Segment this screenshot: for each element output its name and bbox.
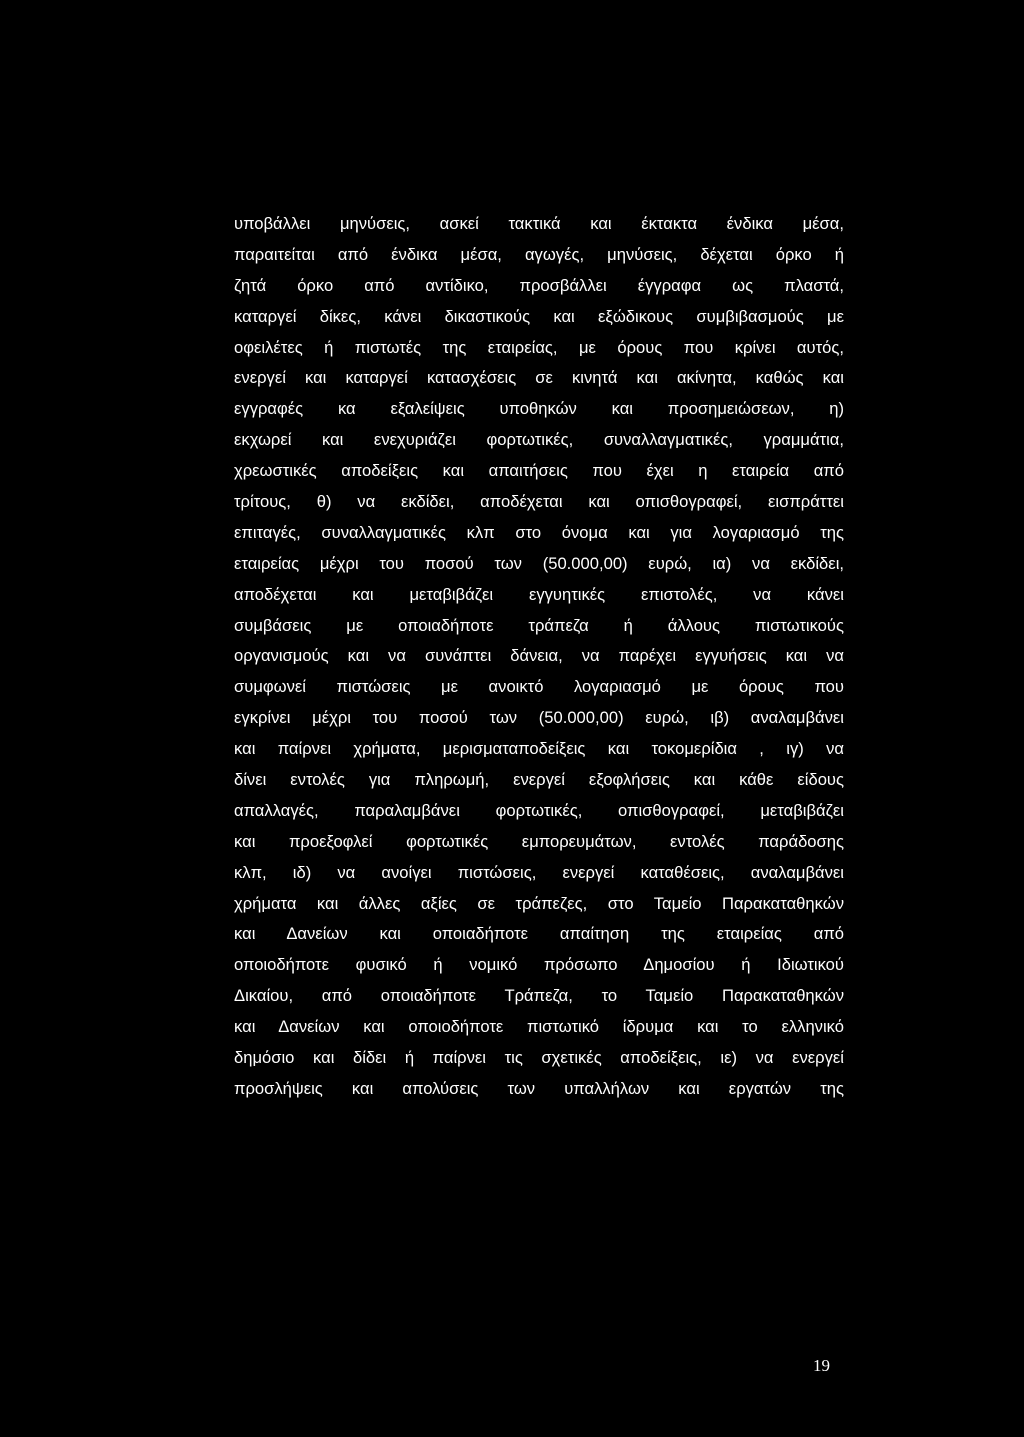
text-line: και Δανείων και οποιοδήποτε πιστωτικό ίδρυμα και το ελληνικό (234, 1017, 844, 1037)
text-line: και παίρνει χρήματα, μερισματαποδείξεις και τοκομερίδια , ιγ) να (234, 739, 844, 759)
text-line: οργανισμούς και να συνάπτει δάνεια, να παρέχει εγγυήσεις και να (234, 646, 844, 666)
text-line: εγκρίνει μέχρι του ποσού των (50.000,00) ευρώ, ιβ) αναλαμβάνει (234, 708, 844, 728)
text-line: δημόσιο και δίδει ή παίρνει τις σχετικές αποδείξεις, ιε) να ενεργεί (234, 1048, 844, 1068)
text-line: επιταγές, συναλλαγματικές κλπ στο όνομα και για λογαριασμό της (234, 522, 844, 542)
text-line: απαλλαγές, παραλαμβάνει φορτωτικές, οπισθογραφεί, μεταβιβάζει (234, 800, 844, 820)
text-line: και Δανείων και οποιαδήποτε απαίτηση της εταιρείας από (234, 924, 844, 944)
text-line: οφειλέτες ή πιστωτές της εταιρείας, με όρους που κρίνει αυτός, (234, 337, 844, 357)
text-line: προσλήψεις και απολύσεις των υπαλλήλων και εργατών της (234, 1078, 844, 1098)
text-line: και προεξοφλεί φορτωτικές εμπορευμάτων, εντολές παράδοσης (234, 831, 844, 851)
text-line: συμφωνεί πιστώσεις με ανοικτό λογαριασμό με όρους που (234, 677, 844, 697)
text-line: υποβάλλει μηνύσεις, ασκεί τακτικά και έκτακτα ένδικα μέσα, (234, 214, 844, 233)
body-text (234, 209, 844, 1105)
text-line: τρίτους, θ) να εκδίδει, αποδέχεται και οπισθογραφεί, εισπράττει (234, 492, 844, 512)
text-line: εκχωρεί και ενεχυριάζει φορτωτικές, συναλλαγματικές, γραμμάτια, (234, 430, 844, 450)
text-line: καταργεί δίκες, κάνει δικαστικούς και εξώδικους συμβιβασμούς με (234, 306, 844, 326)
text-line: εταιρείας μέχρι του ποσού των (50.000,00) ευρώ, ια) να εκδίδει, (234, 553, 844, 573)
text-line: κλπ, ιδ) να ανοίγει πιστώσεις, ενεργεί καταθέσεις, αναλαμβάνει (234, 862, 844, 882)
text-line: χρεωστικές αποδείξεις και απαιτήσεις που έχει η εταιρεία από (234, 461, 844, 481)
text-line: ζητά όρκο από αντίδικο, προσβάλλει έγγραφα ως πλαστά, (234, 275, 844, 295)
text-line: ενεργεί και καταργεί κατασχέσεις σε κινητά και ακίνητα, καθώς και (234, 368, 844, 388)
text-line: εγγραφές κα εξαλείψεις υποθηκών και προσημειώσεων, η) (234, 399, 844, 419)
text-line: παραιτείται από ένδικα μέσα, αγωγές, μηνύσεις, δέχεται όρκο ή (234, 244, 844, 264)
text-line: αποδέχεται και μεταβιβάζει εγγυητικές επιστολές, να κάνει (234, 584, 844, 604)
text-line: δίνει εντολές για πληρωμή, ενεργεί εξοφλήσεις και κάθε είδους (234, 770, 844, 790)
text-line: οποιοδήποτε φυσικό ή νομικό πρόσωπο Δημοσίου ή Ιδιωτικού (234, 955, 844, 975)
text-line: συμβάσεις με οποιαδήποτε τράπεζα ή άλλους πιστωτικούς (234, 615, 844, 635)
text-line: χρήματα και άλλες αξίες σε τράπεζες, στο Ταμείο Παρακαταθηκών (234, 893, 844, 913)
text-line: Δικαίου, από οποιαδήποτε Τράπεζα, το Ταμείο Παρακαταθηκών (234, 986, 844, 1006)
page-number: 19 (813, 1356, 830, 1375)
